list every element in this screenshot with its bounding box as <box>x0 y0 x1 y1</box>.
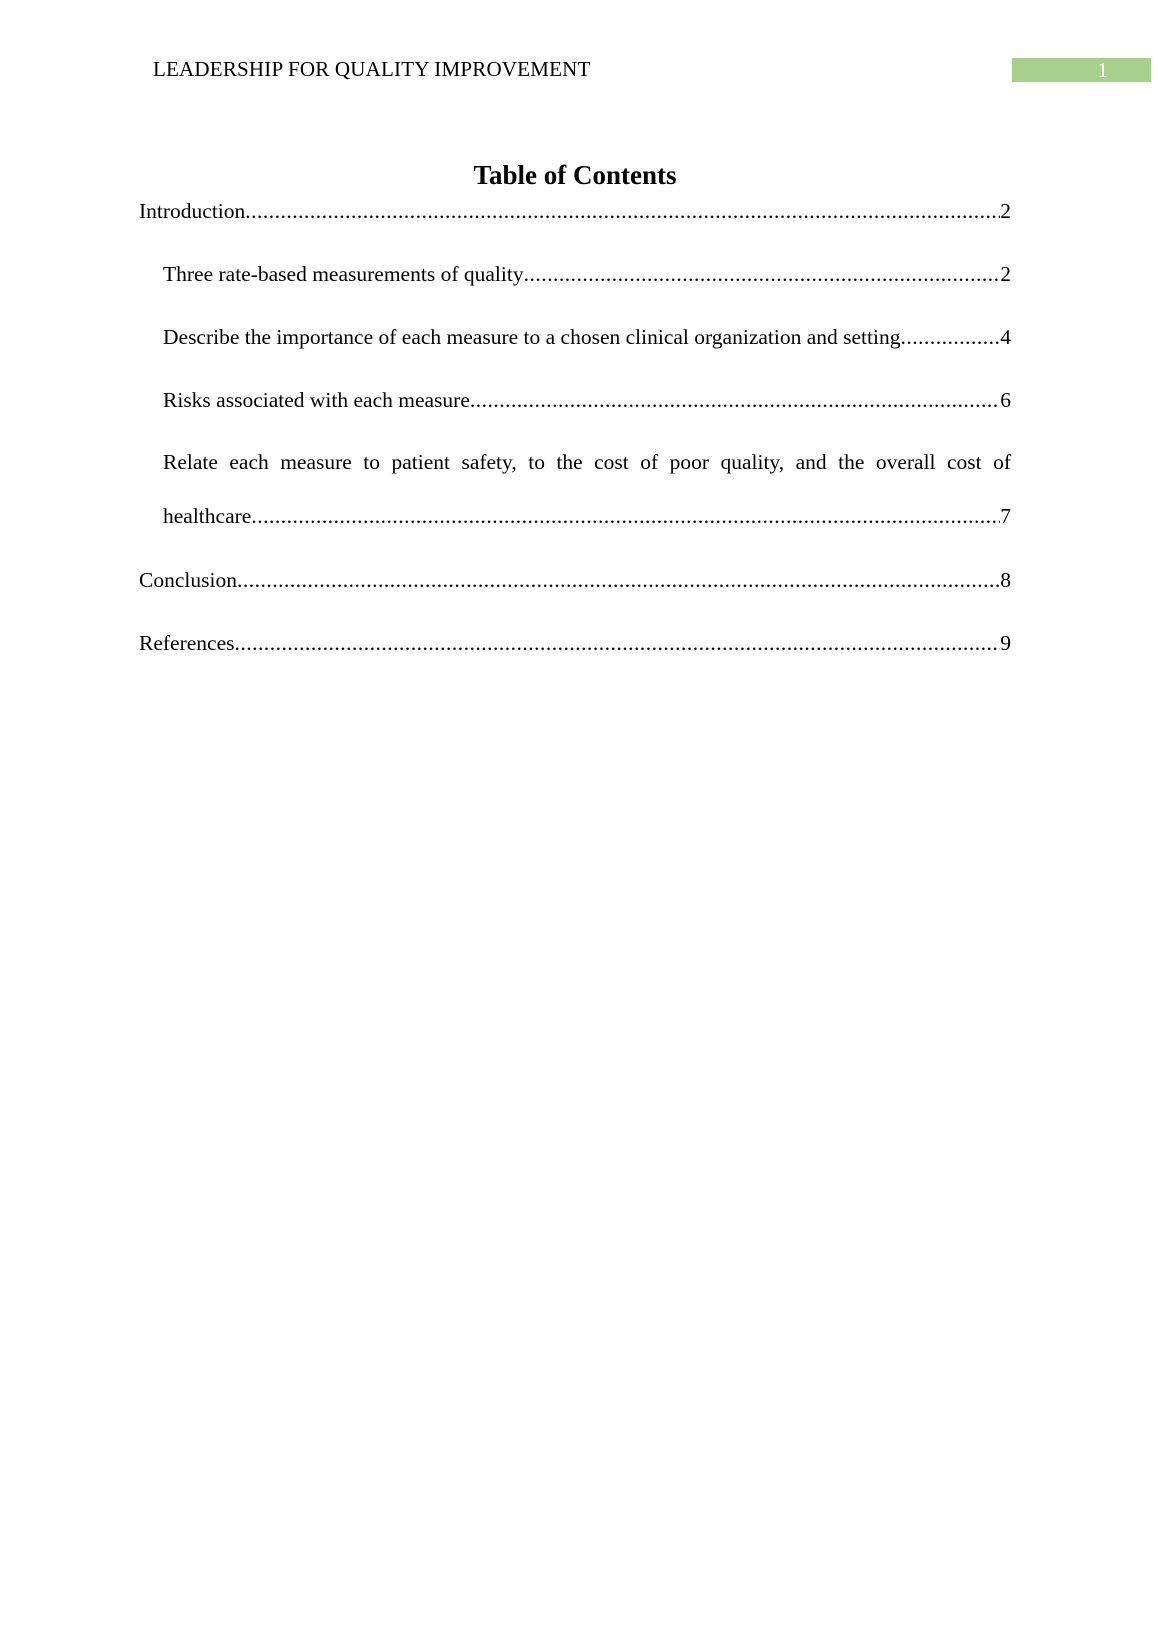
dot-leader <box>470 385 1000 415</box>
toc-entry-text: Introduction <box>139 199 246 223</box>
toc-entry-importance[interactable] <box>163 322 1011 352</box>
toc-entry-conclusion[interactable] <box>139 565 1011 595</box>
running-head: LEADERSHIP FOR QUALITY IMPROVEMENT <box>153 57 591 81</box>
toc-entry-page: 2 <box>1000 262 1011 286</box>
toc-entry-text: Relate each measure to patient safety, to the cost of poor quality, and the overall cost of <box>163 450 1011 474</box>
dot-leader <box>237 565 1000 595</box>
page-number: 1 <box>1097 58 1108 82</box>
toc-entry-page: 7 <box>1000 504 1011 528</box>
toc-entry-text: Risks associated with each measure <box>163 388 470 412</box>
page-number-badge <box>1012 58 1151 82</box>
toc-entry-text: Describe the importance of each measure to a chosen clinical organization and setting <box>163 325 901 349</box>
toc-entry-text: References <box>139 631 235 655</box>
toc-entry-page: 9 <box>1000 631 1011 655</box>
dot-leader <box>235 628 1001 658</box>
toc-entry-three-measurements[interactable] <box>163 259 1011 289</box>
toc-entry-risks[interactable] <box>163 385 1011 415</box>
toc-entry-page: 4 <box>1000 325 1011 349</box>
dot-leader <box>245 196 1000 226</box>
toc-entry-text: Conclusion <box>139 568 237 592</box>
toc-entry-page: 6 <box>1000 388 1011 412</box>
dot-leader <box>900 322 1000 352</box>
dot-leader <box>251 501 1000 531</box>
toc-entry-text: Three rate-based measurements of quality <box>163 262 524 286</box>
toc-entry-page: 2 <box>1000 199 1011 223</box>
toc-entry-introduction[interactable] <box>139 196 1011 226</box>
toc-entry-relate-measures[interactable] <box>163 447 1011 527</box>
dot-leader <box>524 259 1001 289</box>
toc-entry-text-continued: healthcare <box>163 504 252 528</box>
toc-entry-references[interactable] <box>139 628 1011 658</box>
toc-entry-page: 8 <box>1000 568 1011 592</box>
toc-title: Table of Contents <box>473 160 677 190</box>
